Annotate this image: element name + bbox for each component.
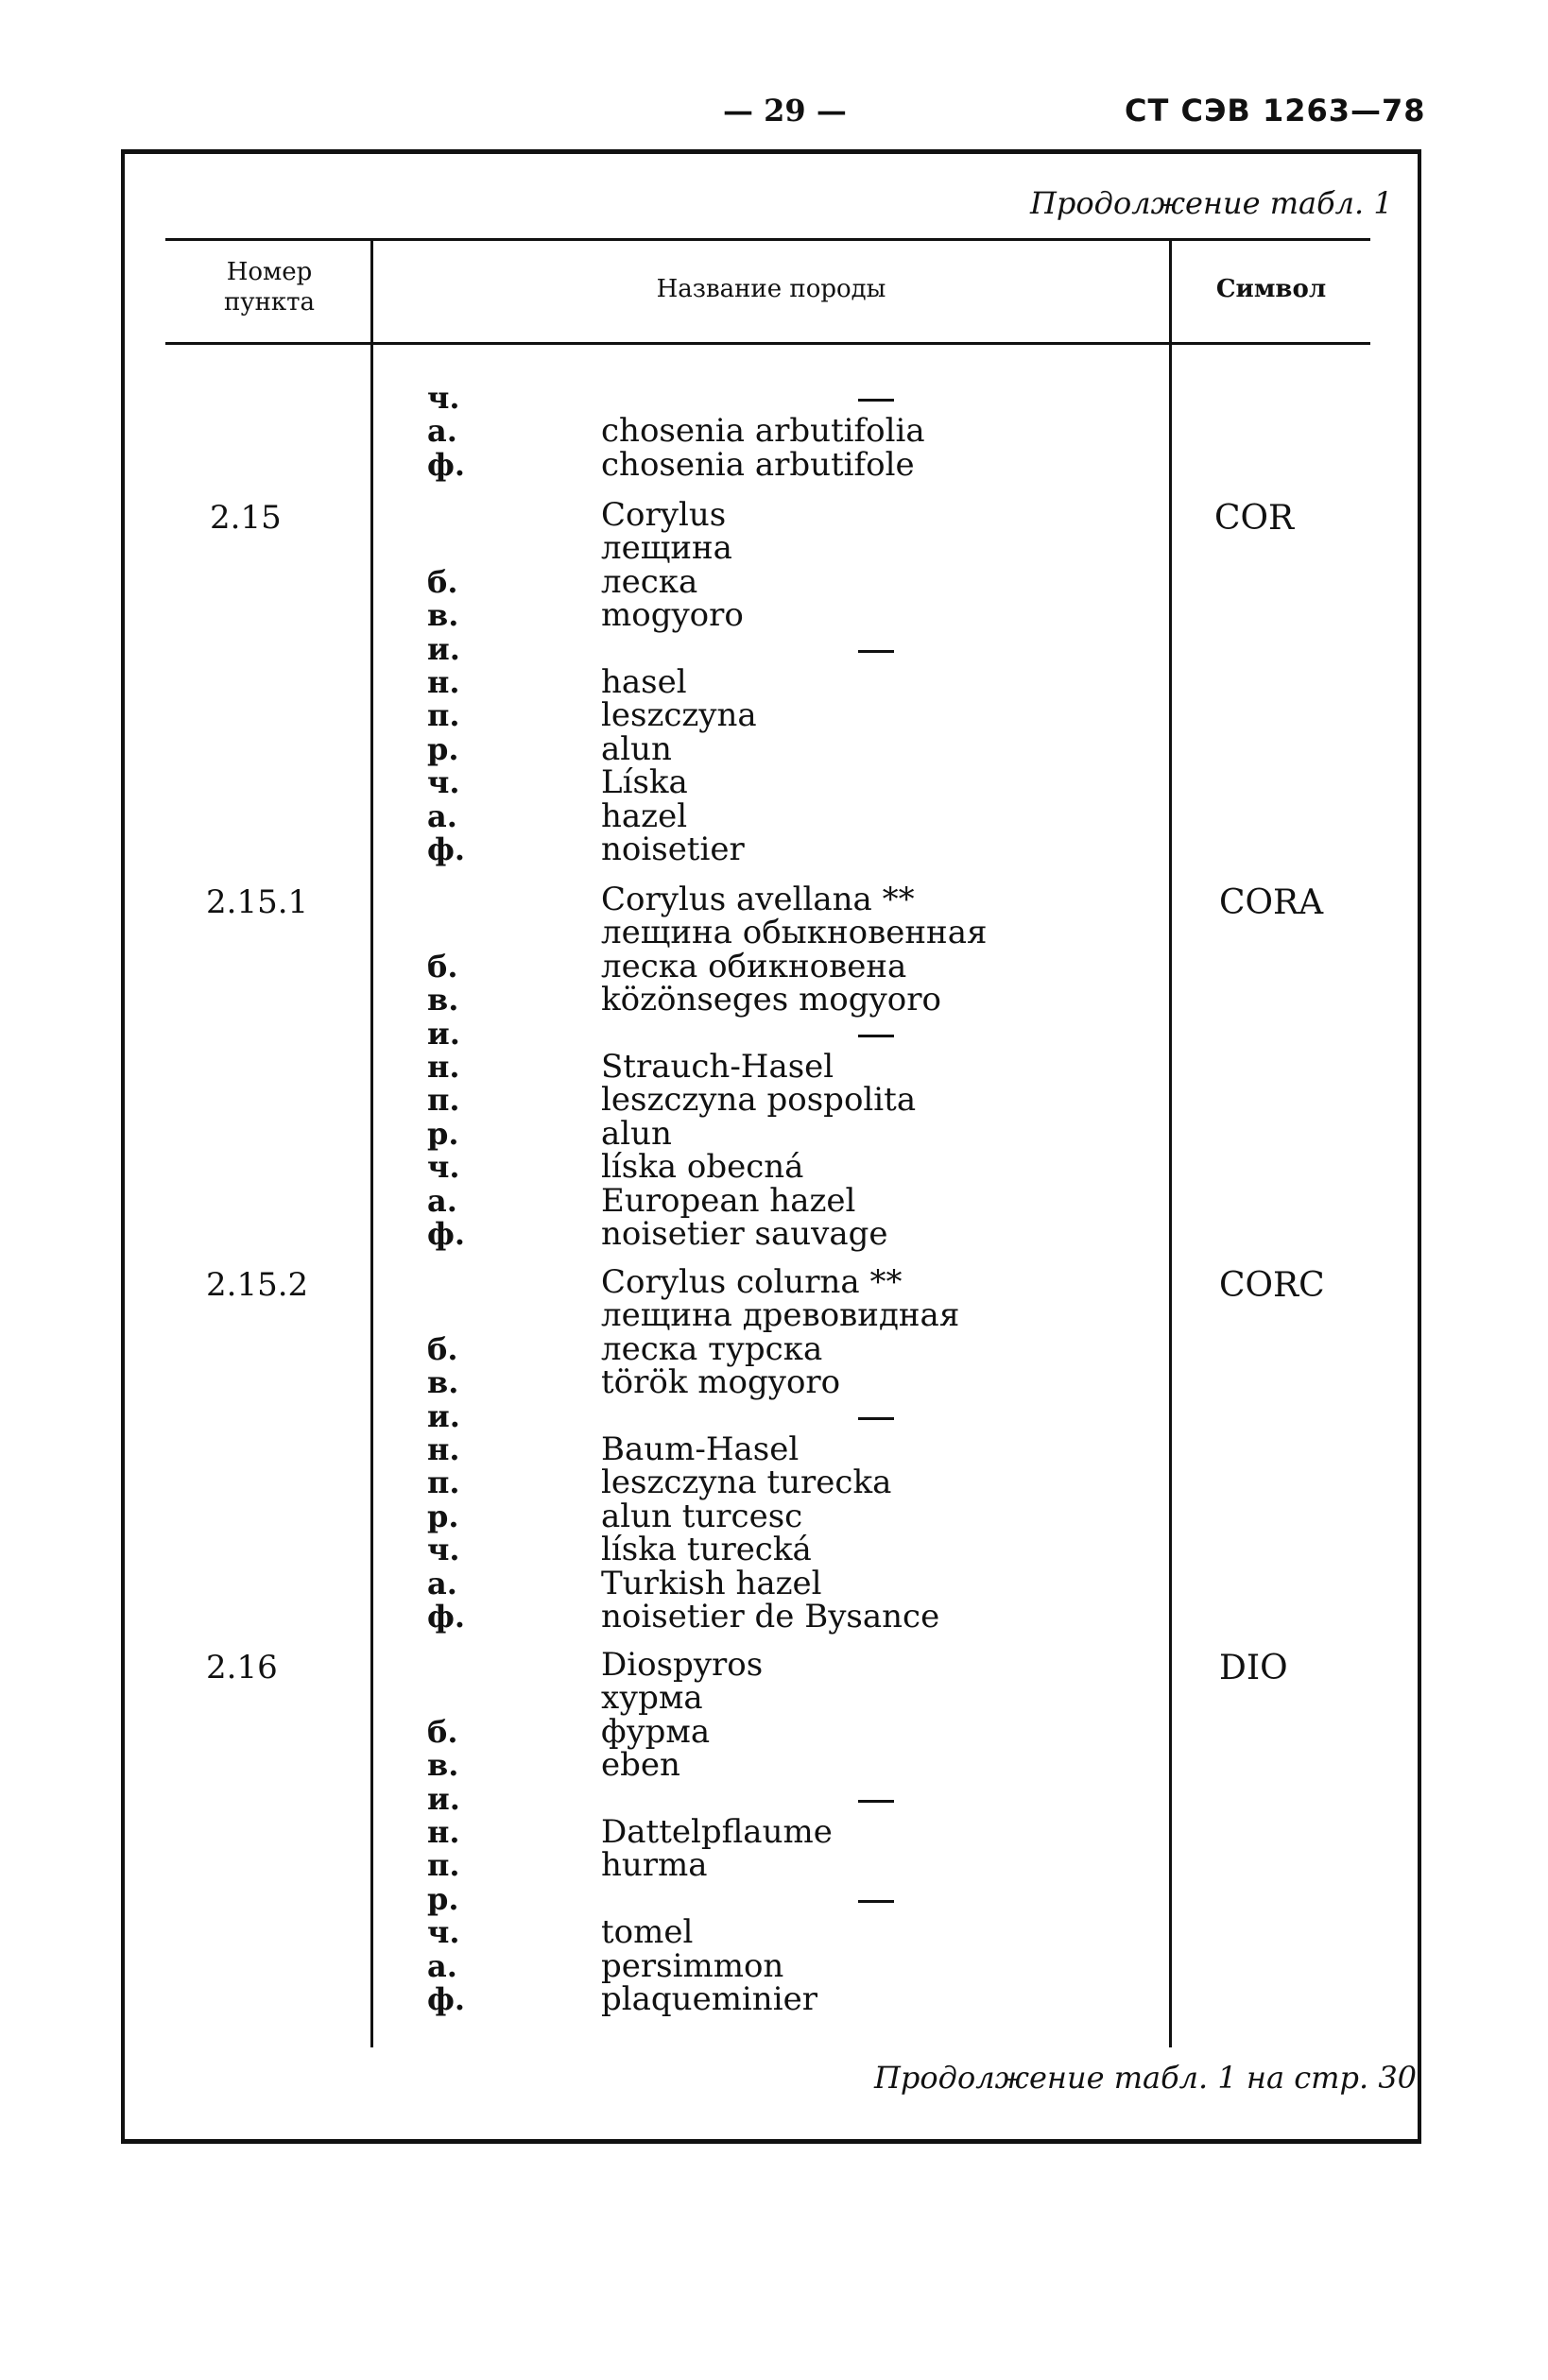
language-code: ф. — [427, 1981, 465, 2017]
language-code: ч. — [427, 1914, 460, 1951]
latin-name: Diospyros — [601, 1646, 764, 1684]
language-code: р. — [427, 1880, 459, 1917]
species-name: noisetier — [601, 830, 745, 868]
species-name: Turkish hazel — [601, 1564, 822, 1602]
language-code: п. — [427, 697, 460, 734]
column-divider-left — [370, 241, 373, 2047]
top-border — [121, 149, 1420, 154]
russian-name: хурма — [601, 1679, 703, 1718]
language-code: б. — [427, 563, 458, 600]
species-name: Baum-Hasel — [601, 1430, 800, 1468]
language-code: ф. — [427, 1599, 465, 1635]
dash-placeholder — [858, 1800, 894, 1803]
species-name: noisetier sauvage — [601, 1215, 888, 1253]
species-name: chosenia arbutifole — [601, 445, 915, 484]
russian-name: лещина — [601, 529, 732, 568]
species-name: közönseges mogyoro — [601, 981, 941, 1019]
species-name: alun — [601, 729, 672, 768]
language-code: п. — [427, 1847, 460, 1884]
species-name: European hazel — [601, 1181, 856, 1220]
russian-name: лещина древовидная — [601, 1296, 960, 1335]
species-name: török mogyoro — [601, 1363, 841, 1402]
column-header-name: Название породы — [656, 275, 886, 303]
species-name: леска — [601, 562, 698, 601]
species-name: persimmon — [601, 1946, 784, 1985]
language-code: р. — [427, 1498, 459, 1534]
language-code: а. — [427, 797, 457, 834]
table-header-bottom-rule — [165, 342, 1370, 345]
species-name: Líska — [601, 763, 688, 802]
item-number: 2.16 — [206, 1649, 278, 1687]
language-code: в. — [427, 982, 459, 1019]
species-name: Strauch-Hasel — [601, 1048, 834, 1086]
language-code: ф. — [427, 1216, 465, 1252]
language-code: ч. — [427, 764, 460, 801]
dash-placeholder — [858, 1035, 894, 1037]
language-code: н. — [427, 1814, 460, 1850]
species-symbol: CORA — [1219, 883, 1324, 922]
left-border — [121, 149, 125, 2143]
species-name: hurma — [601, 1846, 708, 1885]
species-name: Dattelpflaume — [601, 1813, 833, 1851]
dash-placeholder — [858, 1417, 894, 1420]
language-code: н. — [427, 1431, 460, 1467]
species-name: alun turcesc — [601, 1497, 803, 1535]
language-code: и. — [427, 1397, 460, 1434]
species-symbol: CORC — [1219, 1266, 1325, 1305]
language-code: р. — [427, 1115, 459, 1152]
language-code: ф. — [427, 446, 465, 483]
species-name: леска турска — [601, 1329, 823, 1368]
language-code: а. — [427, 413, 457, 450]
language-code: и. — [427, 1780, 460, 1817]
table-continuation-title: Продолжение табл. 1 — [1030, 185, 1393, 221]
language-code: в. — [427, 1747, 459, 1784]
item-number: 2.15 — [210, 499, 282, 537]
bottom-border — [121, 2139, 1421, 2144]
russian-name: лещина обыкновенная — [601, 914, 988, 952]
language-code: б. — [427, 948, 458, 985]
species-name: alun — [601, 1114, 672, 1153]
species-name: фурма — [601, 1712, 711, 1751]
page-number: — 29 — — [723, 93, 847, 128]
language-code: и. — [427, 630, 460, 667]
species-symbol: DIO — [1219, 1649, 1288, 1687]
language-code: а. — [427, 1565, 457, 1601]
right-border — [1418, 149, 1421, 2143]
language-code: п. — [427, 1082, 460, 1119]
column-header-symbol: Символ — [1215, 275, 1327, 303]
language-code: а. — [427, 1182, 457, 1219]
dash-placeholder — [858, 399, 894, 402]
language-code: и. — [427, 1015, 460, 1052]
language-code: в. — [427, 597, 459, 634]
dash-placeholder — [858, 650, 894, 653]
species-name: eben — [601, 1746, 680, 1785]
species-name: plaqueminier — [601, 1980, 817, 2018]
language-code: ч. — [427, 1532, 460, 1568]
species-name: chosenia arbutifolia — [601, 412, 925, 451]
species-name: hasel — [601, 663, 687, 701]
standard-code: СТ СЭВ 1263—78 — [1125, 93, 1426, 128]
language-code: а. — [427, 1947, 457, 1984]
species-symbol: COR — [1214, 499, 1295, 538]
species-name: leszczyna pospolita — [601, 1081, 917, 1120]
language-code: п. — [427, 1464, 460, 1501]
language-code: ч. — [427, 380, 460, 416]
species-name: líska obecná — [601, 1148, 804, 1187]
species-name: noisetier de Bysance — [601, 1598, 940, 1635]
species-name: mogyoro — [601, 596, 744, 635]
species-name: líska turecká — [601, 1531, 812, 1569]
latin-name: Corylus — [601, 496, 727, 534]
latin-name: Corylus avellana ** — [601, 881, 915, 918]
species-name: leszczyna — [601, 696, 757, 735]
language-code: в. — [427, 1364, 459, 1401]
language-code: н. — [427, 664, 460, 700]
language-code: ч. — [427, 1149, 460, 1186]
language-code: р. — [427, 730, 459, 767]
latin-name: Corylus colurna ** — [601, 1263, 903, 1301]
language-code: б. — [427, 1713, 458, 1750]
item-number: 2.15.1 — [206, 883, 309, 921]
species-name: tomel — [601, 1913, 694, 1952]
species-name: leszczyna turecka — [601, 1464, 892, 1502]
table-continuation-footer: Продолжение табл. 1 на стр. 30 — [874, 2060, 1418, 2096]
table-header-top-rule — [165, 238, 1370, 241]
dash-placeholder — [858, 1900, 894, 1903]
species-name: леска обикновена — [601, 947, 907, 985]
item-number: 2.15.2 — [206, 1266, 309, 1304]
column-divider-right — [1169, 241, 1172, 2047]
species-name: hazel — [601, 796, 688, 835]
language-code: н. — [427, 1049, 460, 1085]
language-code: б. — [427, 1330, 458, 1367]
column-header-number: Номер пункта — [223, 258, 316, 317]
language-code: ф. — [427, 831, 465, 867]
